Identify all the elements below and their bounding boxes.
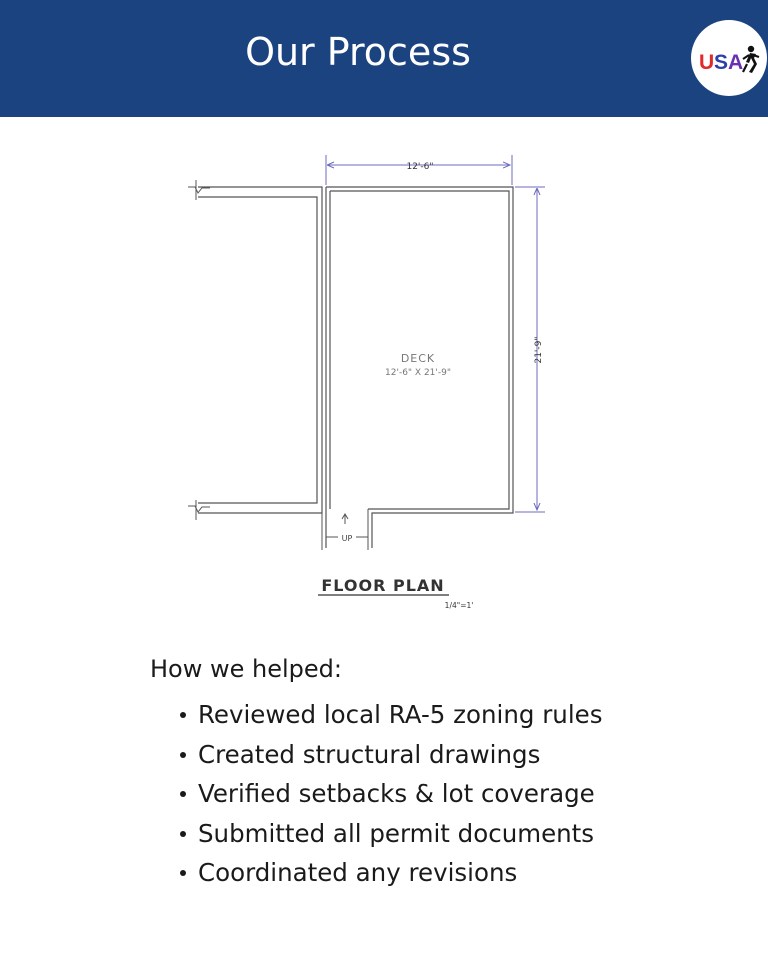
page-title: Our Process <box>245 30 471 74</box>
height-dimension-label: 21'-9" <box>534 336 544 364</box>
bullet-icon <box>180 870 186 876</box>
list-item: Coordinated any revisions <box>178 853 602 893</box>
logo-letter-a: A <box>728 51 744 74</box>
floor-plan-title: FLOOR PLAN <box>321 576 445 595</box>
usa-logo <box>691 20 767 96</box>
list-item: Created structural drawings <box>178 735 602 775</box>
list-item: Reviewed local RA-5 zoning rules <box>178 695 602 735</box>
bullet-icon <box>180 752 186 758</box>
width-dimension-label: 12'-6" <box>406 162 434 172</box>
floor-plan-svg <box>0 117 768 627</box>
bullet-icon <box>180 712 186 718</box>
running-figure-icon <box>743 46 759 73</box>
floor-plan-scale: 1/4"=1' <box>444 601 474 610</box>
list-item: Verified setbacks & lot coverage <box>178 774 602 814</box>
stairs <box>322 509 368 550</box>
floor-plan-drawing <box>0 117 768 627</box>
wall-break-symbols <box>188 180 210 520</box>
how-we-helped-list <box>178 695 602 893</box>
room-name: DECK <box>400 352 436 365</box>
bullet-icon <box>180 791 186 797</box>
house-wall <box>198 187 322 513</box>
stair-label: UP <box>341 534 353 543</box>
how-we-helped-heading: How we helped: <box>150 655 342 683</box>
logo-letter-s: S <box>714 51 729 74</box>
logo-letter-u: U <box>699 51 715 74</box>
bullet-icon <box>180 831 186 837</box>
header-banner <box>0 0 768 117</box>
room-size: 12'-6" X 21'-9" <box>385 368 451 378</box>
list-item: Submitted all permit documents <box>178 814 602 854</box>
usa-logo-icon <box>691 20 767 96</box>
